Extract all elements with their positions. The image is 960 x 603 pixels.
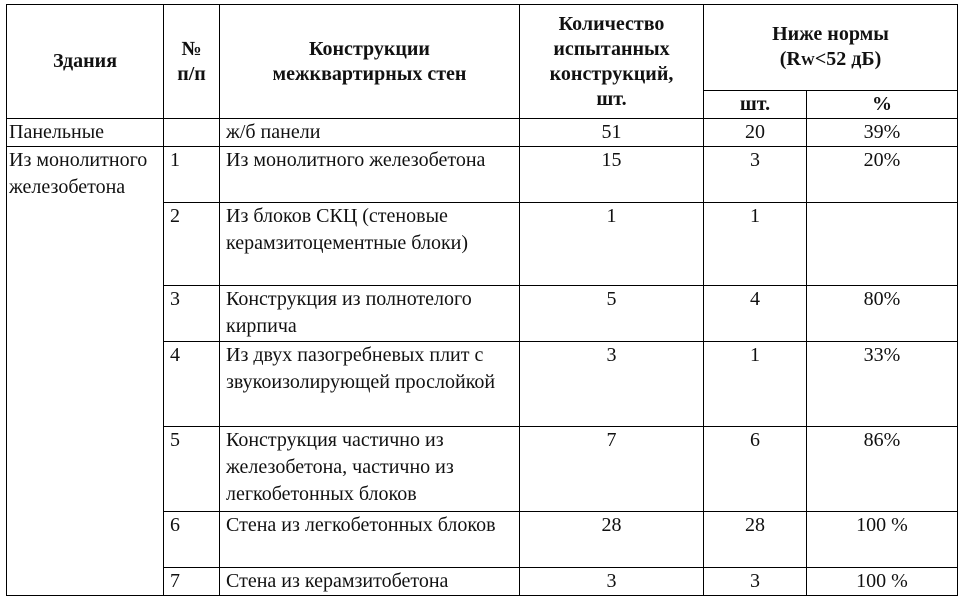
row-count: 15 bbox=[520, 147, 704, 203]
row-number: 4 bbox=[164, 342, 220, 427]
row-below-pcs: 3 bbox=[704, 147, 807, 203]
row-below-percent: 100 % bbox=[807, 512, 958, 568]
row-number: 6 bbox=[164, 512, 220, 568]
row-count: 3 bbox=[520, 342, 704, 427]
row-construction: ж/б панели bbox=[220, 119, 520, 147]
row-below-pcs: 6 bbox=[704, 427, 807, 512]
row-below-percent: 100 % bbox=[807, 568, 958, 596]
table-row bbox=[7, 147, 958, 203]
row-below-pcs: 28 bbox=[704, 512, 807, 568]
row-count: 51 bbox=[520, 119, 704, 147]
row-count: 3 bbox=[520, 568, 704, 596]
row-below-pcs: 4 bbox=[704, 286, 807, 342]
noise-test-table bbox=[6, 4, 958, 596]
table-row bbox=[7, 119, 958, 147]
header-tested-count: Количество испытанных конструкций, шт. bbox=[520, 5, 704, 119]
row-construction: Конструкция из полнотелого кирпича bbox=[220, 286, 520, 342]
header-below-norm-condition: (RW<52 дБ) bbox=[779, 47, 882, 70]
header-percent: % bbox=[807, 91, 958, 119]
header-pcs: шт. bbox=[704, 91, 807, 119]
row-below-percent bbox=[807, 203, 958, 286]
header-constructions: Конструкции межквартирных стен bbox=[220, 5, 520, 119]
row-number: 7 bbox=[164, 568, 220, 596]
row-construction: Конструкция частично из железобетона, частично из легкобетонных блоков bbox=[220, 427, 520, 512]
row-count: 28 bbox=[520, 512, 704, 568]
row-number: 3 bbox=[164, 286, 220, 342]
row-construction: Из двух пазогребневых плит с звукоизолирующей прослойкой bbox=[220, 342, 520, 427]
row-construction: Стена из легкобетонных блоков bbox=[220, 512, 520, 568]
row-number bbox=[164, 119, 220, 147]
row-below-percent: 86% bbox=[807, 427, 958, 512]
row-below-percent: 33% bbox=[807, 342, 958, 427]
row-number: 1 bbox=[164, 147, 220, 203]
group-monolith: Из монолитного железобетона bbox=[7, 147, 164, 596]
row-number: 2 bbox=[164, 203, 220, 286]
header-number: № п/п bbox=[164, 5, 220, 119]
row-below-pcs: 3 bbox=[704, 568, 807, 596]
row-below-pcs: 1 bbox=[704, 203, 807, 286]
row-count: 1 bbox=[520, 203, 704, 286]
header-below-norm: Ниже нормы (RW<52 дБ) bbox=[704, 5, 958, 91]
row-below-percent: 39% bbox=[807, 119, 958, 147]
row-construction: Из монолитного железобетона bbox=[220, 147, 520, 203]
row-below-percent: 80% bbox=[807, 286, 958, 342]
row-construction: Стена из керамзитобетона bbox=[220, 568, 520, 596]
row-construction: Из блоков СКЦ (стеновые керамзитоцементные блоки) bbox=[220, 203, 520, 286]
row-below-pcs: 1 bbox=[704, 342, 807, 427]
row-count: 7 bbox=[520, 427, 704, 512]
row-number: 5 bbox=[164, 427, 220, 512]
header-buildings: Здания bbox=[7, 5, 164, 119]
row-below-pcs: 20 bbox=[704, 119, 807, 147]
row-count: 5 bbox=[520, 286, 704, 342]
row-below-percent: 20% bbox=[807, 147, 958, 203]
group-panel: Панельные bbox=[7, 119, 164, 147]
